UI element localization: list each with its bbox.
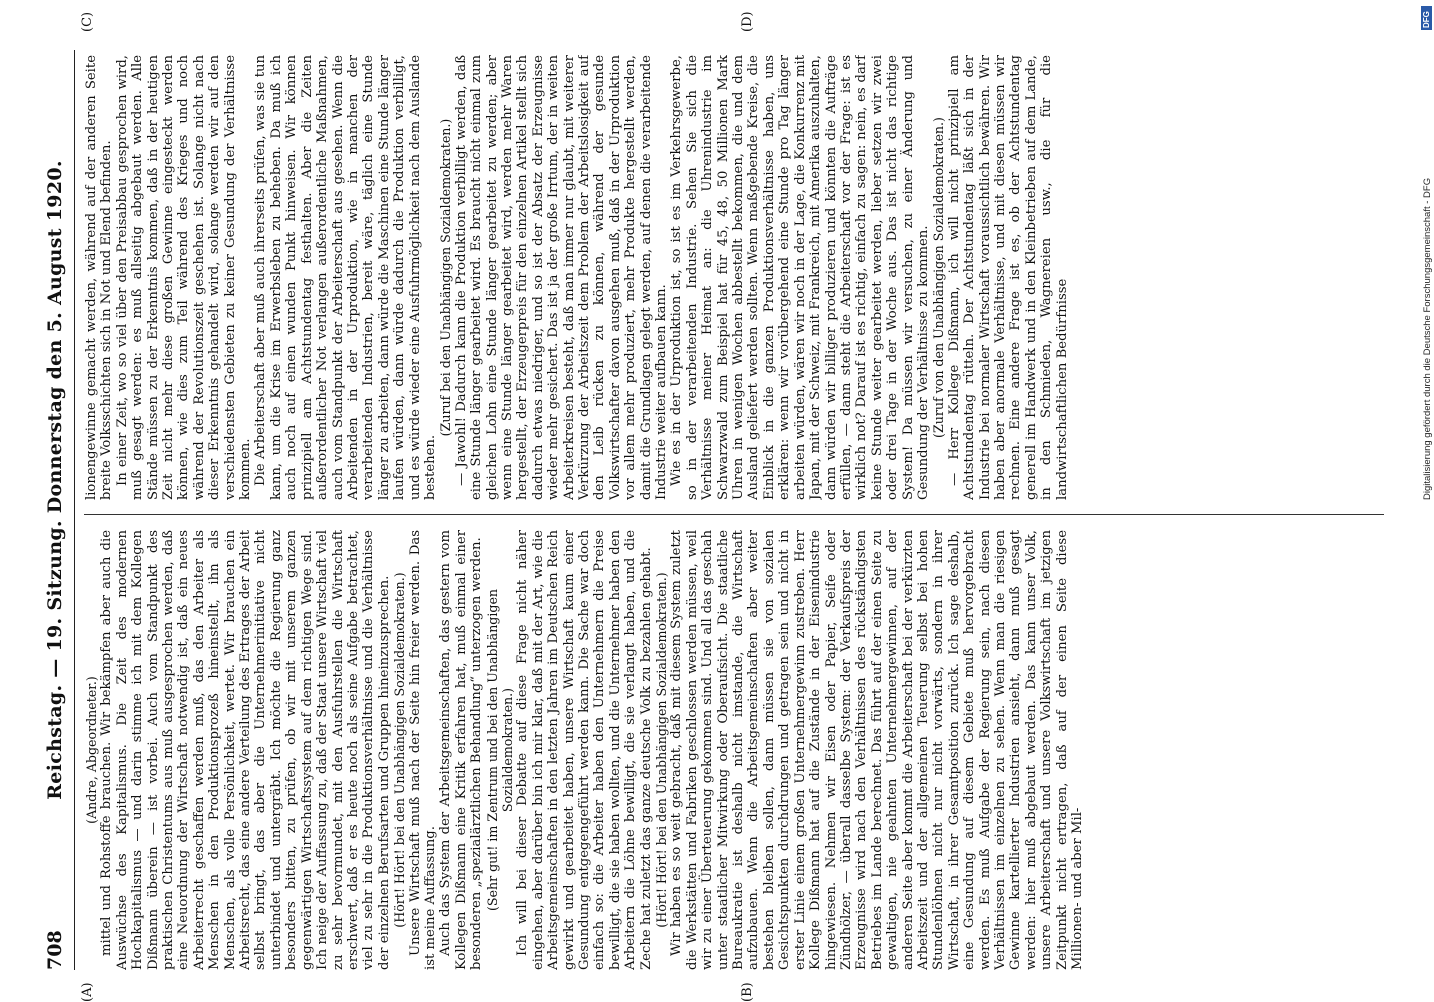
dfg-logo-text: DFG	[1422, 11, 1431, 28]
margin-marker-d: (D)	[740, 11, 755, 32]
rotated-document-page	[40, 11, 1400, 1002]
digitization-note-text: Digitalisierung gefördert durch die Deutsche Forschungsgemeinschaft - DFG	[1422, 177, 1433, 500]
right-column-paragraph: Wie es in der Urproduktion ist, so ist es im Verkehrsgewerbe, so in der verarbeitenden Industrie. Sehen Sie sich die Verhältnisse meiner Heimat an: die Uhrenindustrie im Schwarzwald zum Beispiel hat für 45, 48, 50 Millionen Mark Uhren in wenigen Wochen abbestellt bekommen, die und dem Ausland geliefert werden sollten. Wenn maßgebende Kreise, die Einblick in die ganzen Produktionsverhältnisse haben, uns erklären: wenn wir vorübergehend eine Stunde pro Tag länger arbeiten würden, wären wir noch in der Lage, die Konkurrenz mit Japan, mit der Schweiz, mit Frankreich, mit Amerika auszuhalten, dann würden wir billiger produzieren und könnten die Aufträge erfüllen, — dann steht die Arbeiterschaft vor der Frage: ist es wirklich not? Darauf ist es richtig, einfach zu sagen: nein, es darf keine Stunde weiter gearbeitet werden, lieber setzen wir zwei oder drei Tage in der Woche aus. Das ist nicht das richtige System! Da müssen wir versuchen, zu einer Änderung und Gesundung der Verhältnisse zu kommen.	[669, 55, 931, 500]
right-column-paragraph: — Herr Kollege Dißmann, ich will nicht prinzipiell am Achtstundentag rütteln. Der Achtstundentag läßt sich in der Industrie bei normaler Wirtschaft voraussichtlich bewähren. Wir haben aber anormale Verhältnisse, und mit diesen müssen wir rechnen. Eine andere Frage ist es, ob der Achtstundentag generell im Handwerk und in den Kleinbetrieben auf dem Lande, in den Schmieden, Wagnereien usw., die für die landwirtschaftlichen Bedürfnisse	[946, 55, 1070, 500]
margin-marker-a: (A)	[80, 982, 95, 1002]
left-column-paragraph: (Hört! Hört! bei den Unabhängigen Sozialdemokraten.)	[392, 572, 408, 928]
left-column-paragraph: Unsere Wirtschaft muß nach der Seite hin freier werden. Das ist meine Auffassung.	[407, 530, 438, 970]
page-number: 708	[44, 930, 66, 970]
left-text-column	[84, 530, 1384, 970]
left-column-paragraph: (Hört! Hört! bei den Unabhängigen Sozialdemokraten.)	[654, 572, 670, 928]
left-column-paragraph: (Sehr gut! im Zentrum und bei den Unabhängigen Sozialdemokraten.)	[484, 588, 515, 912]
speaker-label: (Andre, Abgeordneter.)	[84, 676, 99, 824]
margin-marker-c: (C)	[80, 11, 95, 32]
left-column-paragraph: Auch das System der Arbeitsgemeinschaften, das gestern vom Kollegen Dißmann eine Kritik erfahren hat, muß einmal einer besonderen „spezialärztlichen Behandlung“ unterzogen werden.	[438, 530, 485, 970]
column-divider	[84, 514, 1384, 515]
right-column-paragraph: (Zuruf von den Unabhängigen Sozialdemokraten.)	[931, 117, 947, 438]
dfg-logo	[1421, 6, 1432, 30]
page-header	[40, 50, 75, 970]
right-column-paragraph: (Zuruf bei den Unabhängigen Sozialdemokraten.)	[438, 118, 454, 437]
right-column-paragraph: Die Arbeiterschaft aber muß auch ihrerseits prüfen, was sie tun kann, um die Krise im Erwerbsleben zu beheben. Da muß ich auch noch auf einen wunden Punkt hinweisen. Wir können prinzipiell am Achtstundentag festhalten. Aber die Zeiten außerordentlicher Not verlangen außerordentliche Maßnahmen, auch vom Standpunkt der Arbeiterschaft aus gesehen. Wenn die Arbeitenden in der Urproduktion, wie in manchen der verarbeitenden Industrien, bereit wäre, täglich eine Stunde länger zu arbeiten, dann würde die Maschinen eine Stunde länger laufen würden, dann würde dadurch die Produktion verbilligt, und es würde wieder eine Ausfuhrmöglichkeit nach dem Auslande bestehen.	[253, 55, 438, 500]
right-text-column	[84, 55, 1384, 500]
digitization-note	[1422, 177, 1434, 510]
right-column-paragraph: In einer Zeit, wo so viel über den Preisabbau gesprochen wird, muß gesagt werden: es muß allseitig abgebaut werden. Alle Stände müssen zu der Erkenntnis kommen, daß in der heutigen Zeit nicht mehr diese großen Gewinne eingesteckt werden können, wie dies zum Teil während des Krieges und noch während der Revolutionszeit geschehen ist. Solange nicht nach dieser Erkenntnis gehandelt wird, solange werden wir auf den verschiedensten Gebieten zu keiner Gesundung der Verhältnisse kommen.	[114, 55, 254, 500]
left-column-paragraph: Wir haben es so weit gebracht, daß mit diesem System zuletzt die Werkstätten und Fabriken geschlossen werden müssen, weil wir zu einer Überteuerung gekommen sind. Und all das geschah unter staatlicher Mitwirkung oder Oberaufsicht. Die staatliche Bureaukratie ist deshalb nicht imstande, die Wirtschaft aufzubauen. Wenn die Arbeitsgemeinschaften aber weiter bestehen bleiben sollen, dann müssen sie von sozialen Gesichtspunkten durchdrungen und getragen sein und nicht in erster Linie einem großen Unternehmergewinn zustreben. Herr Kollege Dißmann hat auf die Zustände in der Eisenindustrie hingewiesen. Nehmen wir Eisen oder Papier, Seife oder Zündhölzer, — überall dasselbe System: der Verkaufspreis der Erzeugnisse wird nach den Verhältnissen des rückständigsten Betriebes im Lande berechnet. Das führt auf der einen Seite zu gewaltigen, nie geahnten Unternehmergewinnen, auf der anderen Seite aber kommt die Arbeiterschaft bei der verkürzten Arbeitszeit und der allgemeinen Teuerung selbst bei hohen Stundenlöhnen nicht nur nicht vorwärts, sondern in ihrer Wirtschaft, in ihrer Gesamtposition zurück. Ich sage deshalb, eine Gesundung auf diesem Gebiete muß hervorgebracht werden. Es muß Aufgabe der Regierung sein, nach diesen Verhältnissen im einzelnen zu sehen. Wenn man die riesigen Gewinne kartellierter Industrien ansieht, dann muß gesagt werden: hier muß abgebaut werden. Das kann unser Volk, unsere Arbeiterschaft und unsere Volkswirtschaft im jetzigen Zeitpunkt nicht ertragen, daß auf der einen Seite diese Millionen- und aber Mil-	[669, 530, 1085, 970]
margin-marker-b: (B)	[740, 982, 755, 1002]
running-head: Reichstag. — 19. Sitzung. Donnerstag den 5. August 1920.	[44, 160, 66, 800]
left-column-paragraph: Ich will bei dieser Debatte auf diese Frage nicht näher eingehen, aber darüber bin ich mir klar, daß mit der Art, wie die Arbeitsgemeinschaften in den letzten Jahren im Deutschen Reich gewirkt und gearbeitet haben, unsere Wirtschaft kaum einer Gesundung entgegengeführt werden kann. Die Sache war doch einfach so: die Arbeiter haben den Unternehmern die Preise bewilligt, die sie haben wollten, und die Unternehmer haben den Arbeitern die Löhne bewilligt, die sie verlangt haben, und die Zeche hat zuletzt das ganze deutsche Volk zu bezahlen gehabt.	[515, 530, 654, 970]
right-column-paragraph: — Jawohl! Dadurch kann die Produktion verbilligt werden, daß eine Stunde länger gearbeitet wird. Es braucht nicht einmal zum gleichen Lohn eine Stunde länger gearbeitet zu werden; aber wenn eine Stunde länger gearbeitet wird, werden mehr Waren hergestellt, der Erzeugerpreis für den einzelnen Artikel stellt sich dadurch etwas niedriger, und so ist der Absatz der Erzeugnisse wieder mehr gesichert. Das ist ja der große Irrtum, der in weiten Arbeiterkreisen besteht, daß man immer nur glaubt, mit weiterer Verkürzung der Arbeitszeit dem Problem der Arbeitslosigkeit auf den Leib rücken zu können, während der gesunde Volkswirtschafter davon ausgehen muß, daß in der Urproduktion vor allem mehr produziert, mehr Produkte hergestellt werden, damit die Grundlagen gelegt werden, auf denen die verarbeitende Industrie weiter aufbauen kann.	[453, 55, 670, 500]
left-column-paragraph: mittel und Rohstoffe brauchen. Wir bekämpfen aber auch die Auswüchse des Kapitalismus. Die Zeit des modernen Hochkapitalismus — und darin stimme ich mit dem Kollegen Dißmann überein — ist vorbei. Auch vom Standpunkt des praktischen Christentums aus muß ausgesprochen werden, daß eine Neuordnung der Wirtschaft notwendig ist, daß ein neues Arbeiterrecht geschaffen werden muß, das den Arbeiter als Menschen in den Produktionsprozeß hineinstellt, ihn als Menschen, als volle Persönlichkeit, wertet. Wir brauchen ein Arbeitsrecht, das eine andere Verteilung des Ertrages der Arbeit selbst bringt, das aber die Unternehmerinitiative nicht unterbindet und untergräbt. Ich möchte die Regierung ganz besonders bitten, zu prüfen, ob wir mit unserem ganzen gegenwärtigen Wirtschaftssystem auf dem richtigen Wege sind. Ich neige der Auffassung zu, daß der Staat unsere Wirtschaft viel zu sehr bevormundet, mit den Ausfuhrstellen die Wirtschaft erschwert, daß er es heute noch als seine Aufgabe betrachtet, viel zu sehr in die Produktionsverhältnisse und die Verhältnisse der einzelnen Berufsarten und Gruppen hineinzusprechen.	[99, 530, 392, 970]
right-column-paragraph: lionengewinne gemacht werden, während auf der anderen Seite breite Volksschichten sich in Not und Elend befinden.	[84, 55, 115, 500]
